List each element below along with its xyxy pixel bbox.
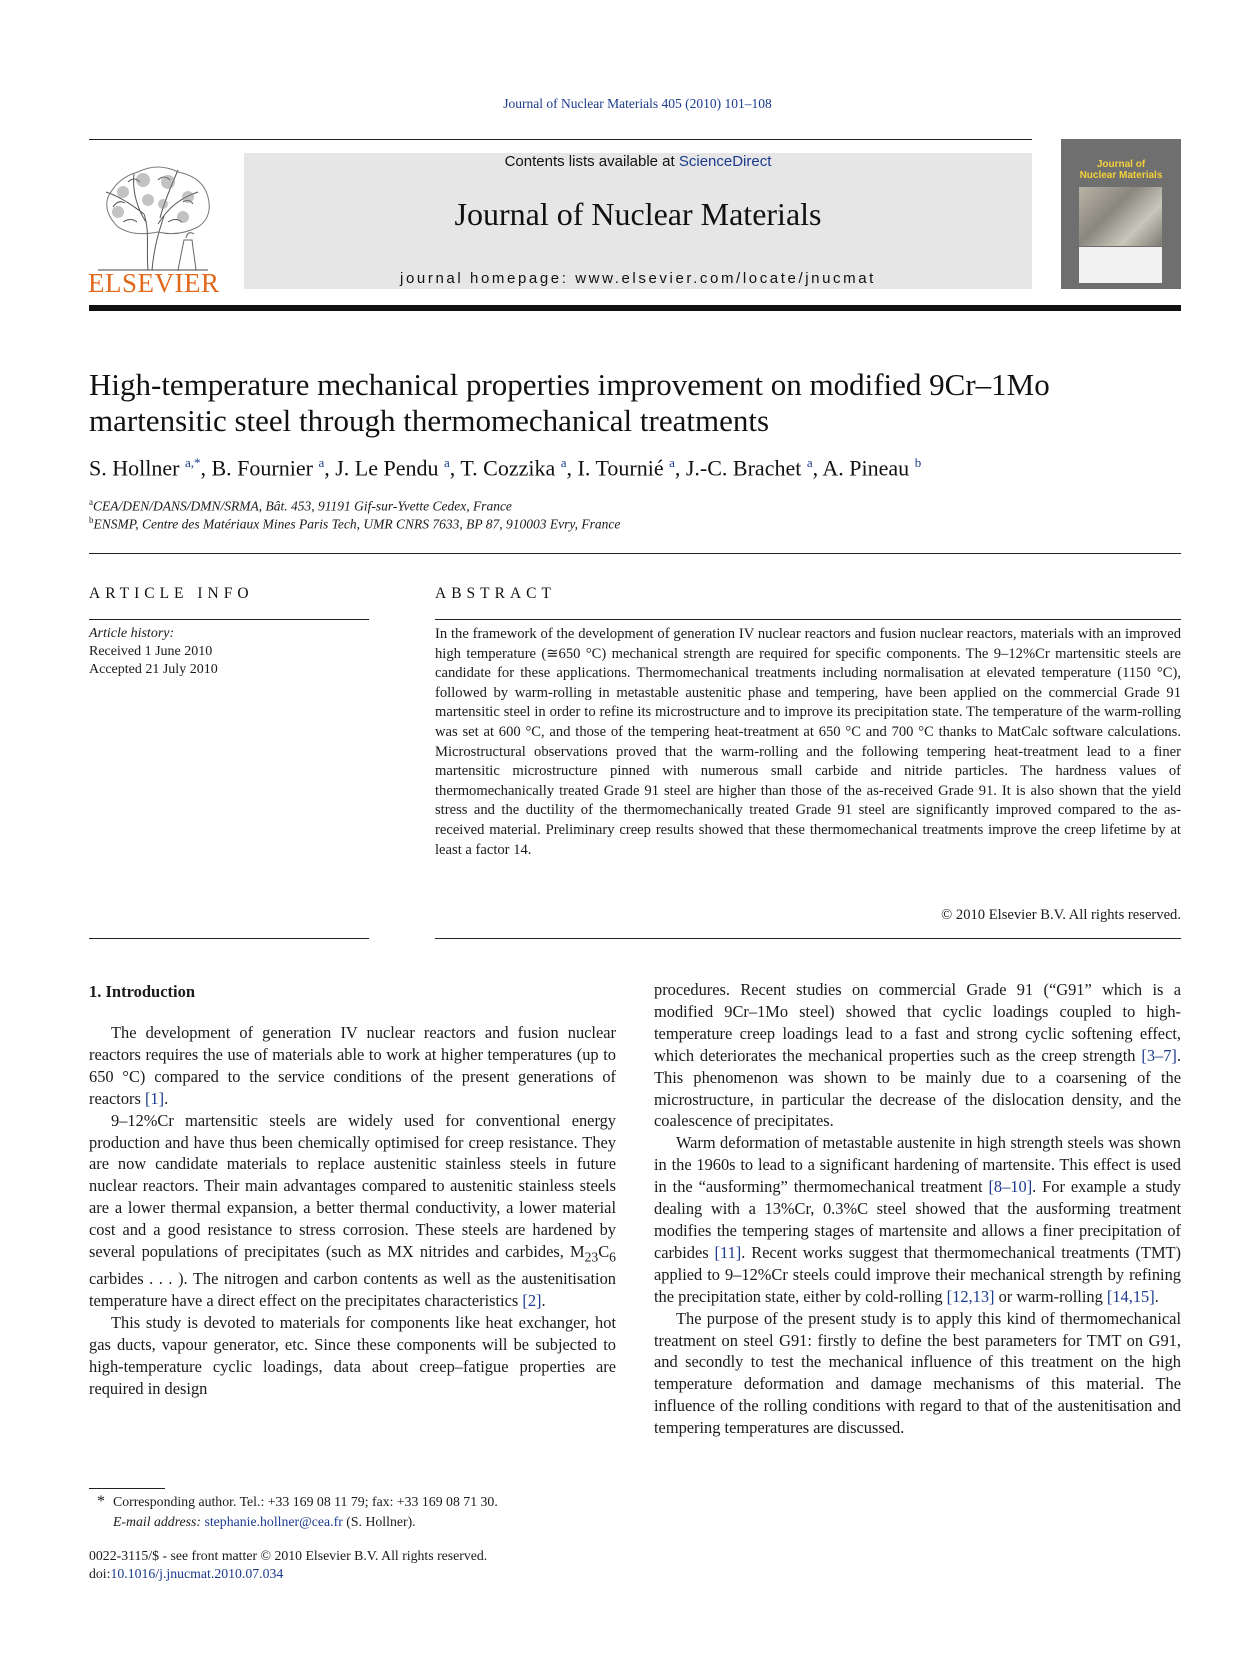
paragraph-text: The development of generation IV nuclear reactors and fusion nuclear reactors requires the use of materials able to work at higher temperatures (up to 650 °C) compared to the service conditions of the present generations of reactors <box>89 1023 616 1108</box>
author: T. Cozzika <box>460 455 556 481</box>
footnote-star: * <box>97 1493 105 1510</box>
citation-link[interactable]: [8–10] <box>988 1177 1033 1197</box>
paragraph-text: C <box>598 1242 610 1262</box>
abstract-text: In the framework of the development of generation IV nuclear reactors and fusion nuclear reactors, materials with an improved high temperature (≅650 °C) mechanical strength are required for specific components. The 9–12%Cr martensitic steels are candidate for these applications. Thermomechanical treatments including normalisation at elevated temperature (1150 °C), followed by warm-rolling in metastable austenitic phase and tempering, have been applied on the commercial Grade 91 martensitic steel in order to refine its microstructure and to improve its precipitation state. The temperature of the warm-rolling was set at 600 °C, and those of the tempering heat-treatment at 650 °C and 700 °C thanks to MatCalc software calculations. Microstructural observations proved that the warm-rolling and the following tempering heat-treatment lead to a finer martensitic microstructure pinned with numerous small carbide and nitride particles. The hardness values of thermomechanically treated Grade 91 steel are higher than those of the as-received Grade 91. It is also shown that the yield stress and the ductility of the thermomechanically treated Grade 91 steel are significantly improved compared to the as-received material. Preliminary creep results showed that these thermomechanical treatments improve the creep lifetime by at least a factor 14. <box>435 626 1181 858</box>
paragraph-text: carbides . . . ). The nitrogen and carbon contents as well as the austenitisation temperature have a direct effect on the precipitates characteristics <box>89 1269 616 1311</box>
author-affil-mark[interactable]: a <box>318 455 325 470</box>
paragraph: This study is devoted to materials for components like heat exchanger, hot gas ducts, vapour generator, etc. Since these components will be subjected to high-temperature cyclic loadings, data about creep–fatigue properties are required in design <box>89 1313 616 1398</box>
author-affil-mark[interactable]: a <box>806 455 813 470</box>
header-thick-rule <box>89 305 1181 311</box>
top-rule <box>89 139 1032 140</box>
author-affil-mark[interactable]: a <box>560 455 567 470</box>
email-label: E-mail address: <box>113 1514 202 1529</box>
journal-reference[interactable]: Journal of Nuclear Materials 405 (2010) 101–108 <box>503 96 772 111</box>
paragraph <box>654 1132 1181 1307</box>
abstract-rule <box>435 619 1181 620</box>
article-info-heading: ARTICLE INFO <box>89 585 254 602</box>
author-list: S. Hollner $^{a,*}$, B. Fournier $^a$, J. Le Pendu $^a$, T. Cozzika $^a$, I. Tournié $^a$, J.-C. Brachet $^a$, A. Pineau $^b$ <box>89 455 922 481</box>
history-label: Article history: <box>89 626 175 641</box>
subscript: 6 <box>609 1249 616 1265</box>
cover-lower-panel <box>1079 247 1162 283</box>
affiliation-a <box>89 497 512 515</box>
email-link[interactable]: stephanie.hollner@cea.fr <box>204 1514 343 1529</box>
paragraph <box>89 1022 616 1110</box>
paragraph-text: or warm-rolling <box>994 1286 1107 1306</box>
article-info-rule <box>89 619 369 620</box>
paragraph: The purpose of the present study is to apply this kind of thermomechanical treatment on steel G91: firstly to define the best parameters for TMT on G91, and secondly to test the mechanical influence of this treatment on the high temperature deformation and damage mechanisms of this material. The influence of the rolling conditions with regard to that of the austenitisation and tempering temperatures are discussed. <box>654 1308 1181 1438</box>
journal-name: Journal of Nuclear Materials <box>454 196 822 232</box>
author: I. Tournié <box>577 455 664 481</box>
received-date: Received 1 June 2010 <box>89 644 213 659</box>
author: B. Fournier <box>211 455 313 481</box>
affiliation-mark: b <box>89 515 94 525</box>
abstract-copyright: © 2010 Elsevier B.V. All rights reserved. <box>941 907 1181 923</box>
author: J. Le Pendu <box>335 455 439 481</box>
footnote <box>89 1492 649 1532</box>
affiliation-text: CEA/DEN/DANS/DMN/SRMA, Bât. 453, 91191 Gif-sur-Yvette Cedex, France <box>93 498 512 514</box>
author: S. Hollner <box>89 455 180 481</box>
author: J.-C. Brachet <box>685 455 802 481</box>
article-info-bottom-rule <box>89 938 369 939</box>
article-history <box>89 625 218 679</box>
cover-title-line2: Nuclear Materials <box>1079 170 1163 181</box>
accepted-date: Accepted 21 July 2010 <box>89 662 218 677</box>
abstract-bottom-rule <box>435 938 1181 939</box>
paragraph <box>654 979 1181 1132</box>
footnote-rule <box>89 1488 165 1489</box>
citation-link[interactable]: [2] <box>522 1291 542 1311</box>
corresponding-author-note: Corresponding author. Tel.: +33 169 08 11 79; fax: +33 169 08 71 30. <box>113 1494 498 1509</box>
paragraph-text: . This phenomenon was shown to be mainly due to a coarsening of the microstructure, in particular the decrease of the dislocation density, and the coalescence of precipitates. <box>654 1045 1181 1131</box>
paragraph-text: . <box>164 1088 169 1108</box>
affiliation-mark: a <box>89 497 93 507</box>
section-rule <box>89 553 1181 554</box>
author-affil-mark[interactable]: a,* <box>184 455 201 470</box>
citation-link[interactable]: [1] <box>144 1088 165 1108</box>
publication-info <box>89 1547 487 1583</box>
paragraph-text: . <box>541 1291 546 1311</box>
doi-link[interactable]: 10.1016/j.jnucmat.2010.07.034 <box>110 1566 284 1581</box>
paragraph-text: . <box>1154 1286 1159 1306</box>
paragraph-text: 9–12%Cr martensitic steels are widely used for conventional energy production and have thus been chemically optimised for creep resistance. They are now candidate materials to replace austenitic stainless steels in future nuclear reactors. Their main advantages compared to austenitic stainless steels are a lower thermal expansion, a better thermal conductivity, a lower material cost and a good resistance to stress corrosion. These steels are hardened by several populations of precipitates (such as MX nitrides and carbides, M <box>89 1110 616 1262</box>
abstract-heading: ABSTRACT <box>435 585 556 602</box>
cover-title-line1: Journal of <box>1096 159 1146 170</box>
citation-link[interactable]: [11] <box>714 1242 742 1262</box>
issn-line: 0022-3115/$ - see front matter © 2010 Elsevier B.V. All rights reserved. <box>89 1548 488 1563</box>
author-affil-mark[interactable]: b <box>914 455 922 470</box>
email-suffix: (S. Hollner). <box>342 1514 416 1529</box>
contents-line <box>244 153 1032 170</box>
cover-title <box>1061 159 1181 181</box>
body-column-left <box>89 1022 616 1400</box>
paragraph-text: . Recent works suggest that thermomechanical treatments (TMT) applied to 9–12%Cr steels could improve their mechanical strength by refining the precipitation state, either by cold-rolling <box>654 1242 1181 1306</box>
paragraph-text: . For example a study dealing with a 13%Cr, 0.3%C steel showed that the ausforming treatment modifies the tempering stages of martensite and allows a finer precipitation of carbides <box>654 1177 1181 1262</box>
affiliation-text: ENSMP, Centre des Matériaux Mines Paris Tech, UMR CNRS 7633, BP 87, 910003 Evry, France <box>93 516 621 532</box>
author: A. Pineau <box>822 455 910 481</box>
body-column-right <box>654 979 1181 1439</box>
doi-prefix: doi: <box>89 1566 111 1581</box>
article-title: High-temperature mechanical properties improvement on modified 9Cr–1Mo martensitic steel through thermomechanical treatments <box>89 367 1050 438</box>
sciencedirect-link[interactable]: ScienceDirect <box>678 153 772 170</box>
affiliation-b <box>89 515 620 533</box>
citation-link[interactable]: [12,13] <box>946 1286 995 1306</box>
contents-prefix: Contents lists available at <box>504 153 679 170</box>
cover-photo <box>1079 187 1162 246</box>
author-affil-mark[interactable]: a <box>443 455 450 470</box>
paragraph-text: Warm deformation of metastable austenite in high strength steels was shown in the 1960s to lead to a significant hardening of martensite. This effect is used in the “ausforming” thermomechanical treatment <box>654 1133 1181 1197</box>
section-heading-introduction: 1. Introduction <box>89 982 196 1001</box>
subscript: 23 <box>584 1249 599 1265</box>
citation-link[interactable]: [3–7] <box>1141 1045 1177 1065</box>
journal-homepage[interactable]: journal homepage: www.elsevier.com/locate/jnucmat <box>400 270 876 287</box>
author-affil-mark[interactable]: a <box>669 455 675 470</box>
paragraph <box>89 1110 616 1312</box>
paragraph-text: procedures. Recent studies on commercial Grade 91 (“G91” which is a modified 9Cr–1Mo steel) showed that cyclic loadings coupled to high-temperature creep loadings lead to a fast and strong cyclic softening effect, which deteriorates the mechanical properties such as the creep strength <box>654 980 1181 1065</box>
citation-link[interactable]: [14,15] <box>1106 1286 1155 1306</box>
elsevier-wordmark: ELSEVIER <box>88 268 220 298</box>
